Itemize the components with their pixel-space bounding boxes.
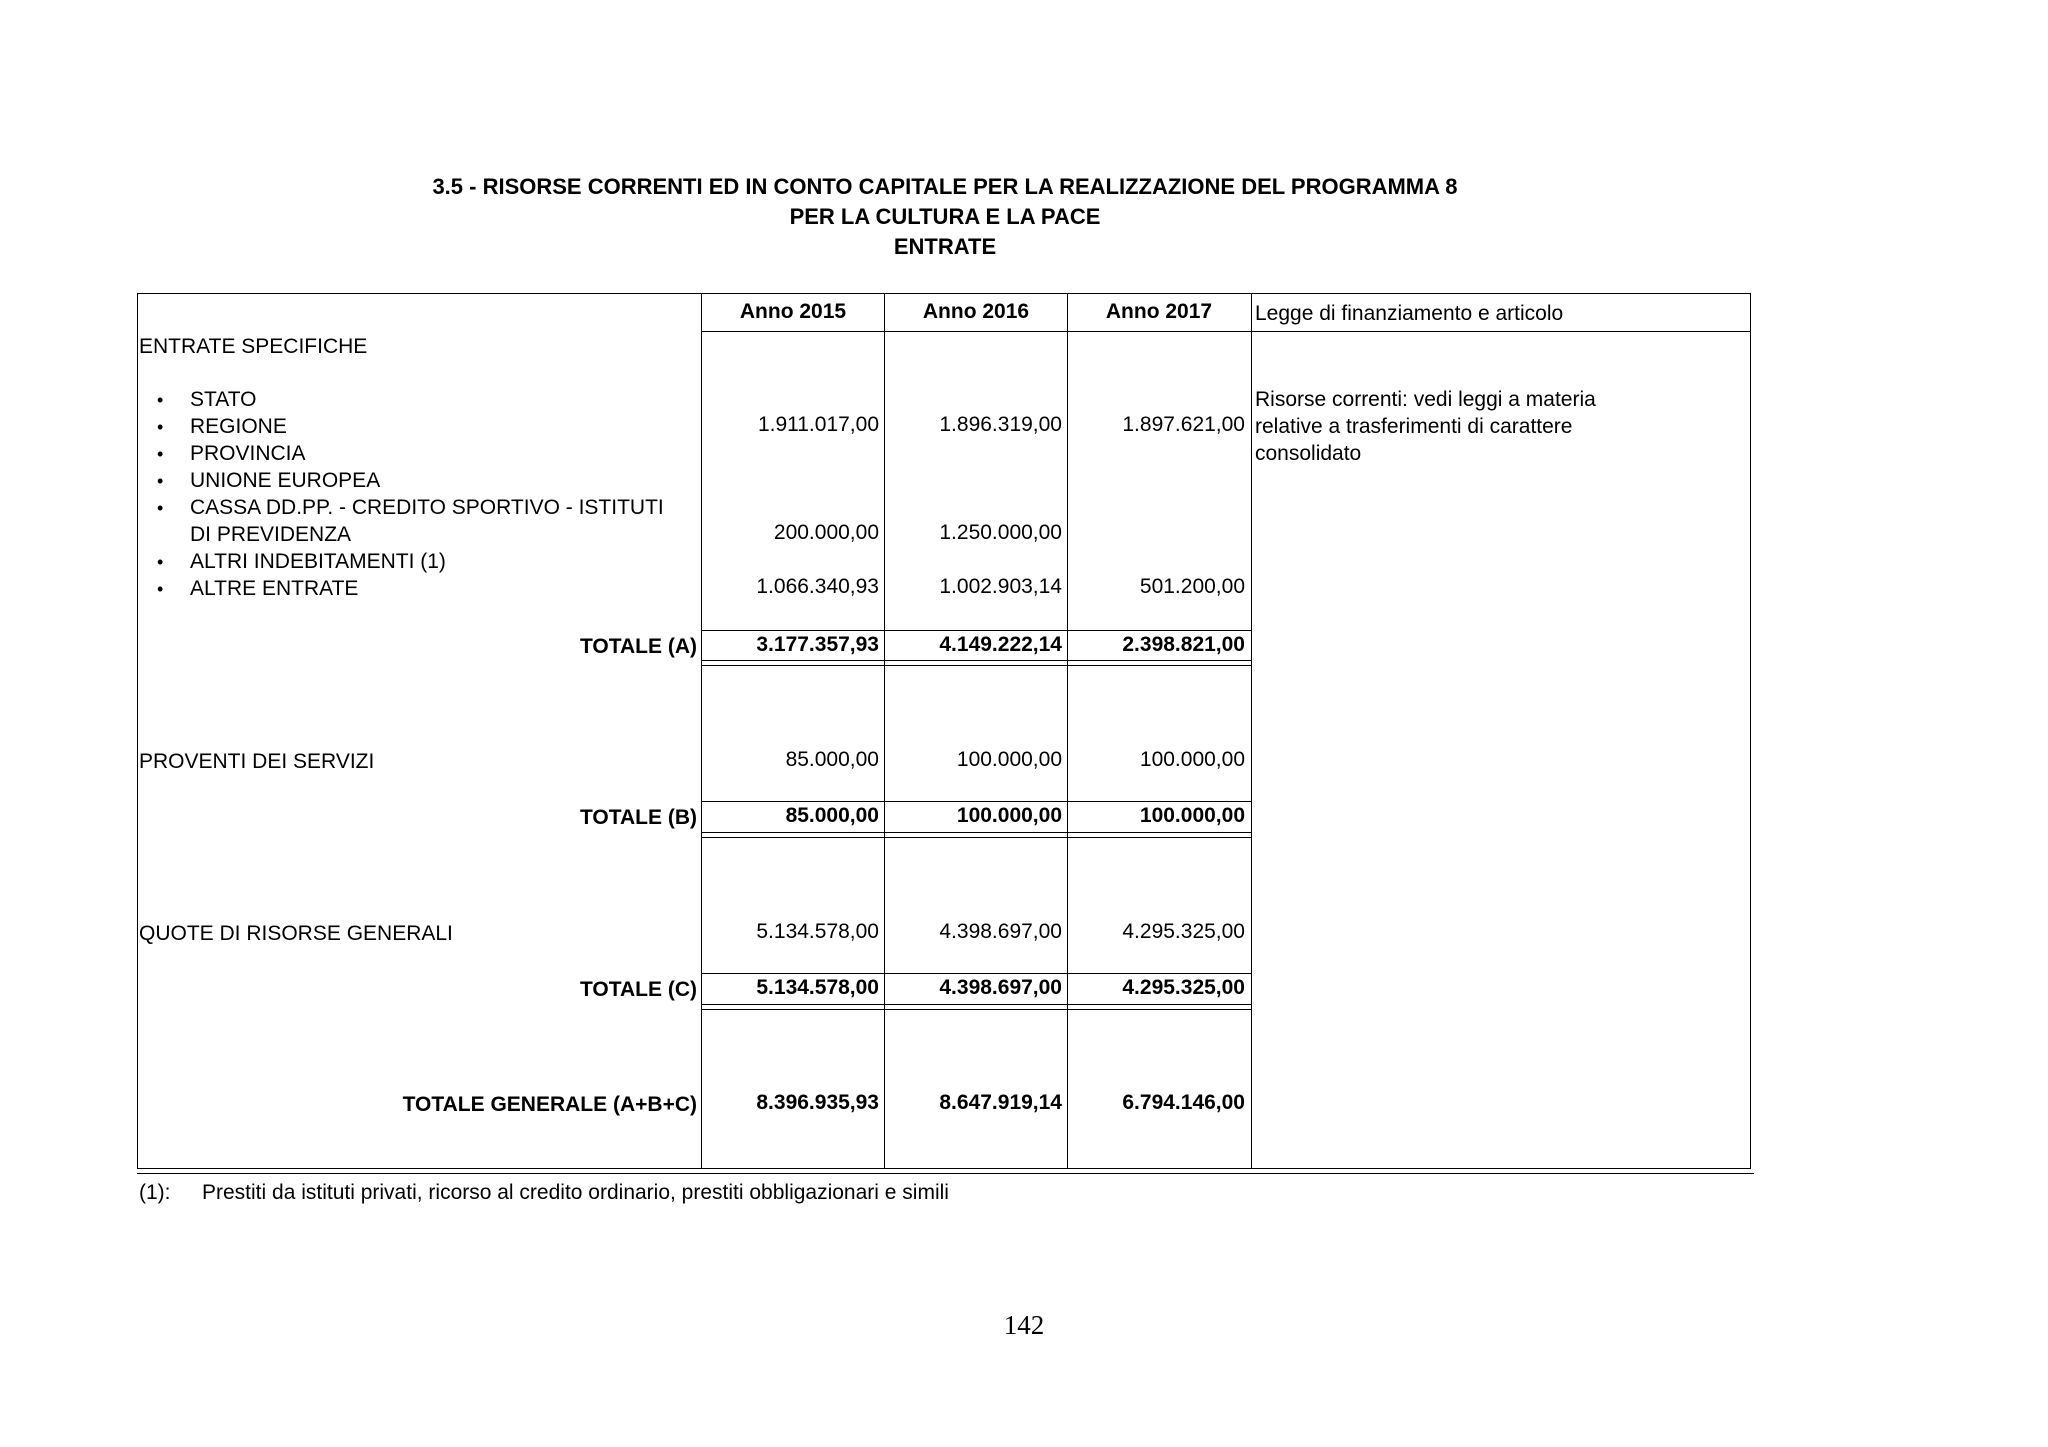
- totale-generale-2017: 6.794.146,00: [1122, 1091, 1245, 1114]
- totale-generale-2016: 8.647.919,14: [939, 1091, 1062, 1114]
- item-unione-europea: UNIONE EUROPEA: [190, 469, 381, 492]
- item-cassa-cont: DI PREVIDENZA: [190, 523, 352, 546]
- totale-a-top-rule: [701, 630, 1251, 631]
- header-anno-2016: Anno 2016: [922, 300, 1030, 323]
- quote-2017: 4.295.325,00: [1122, 920, 1245, 943]
- bullet-icon: •: [157, 390, 164, 410]
- totale-a-double-rule: [701, 660, 1251, 666]
- totale-b-2015: 85.000,00: [785, 804, 879, 827]
- item-cassa: CASSA DD.PP. - CREDITO SPORTIVO - ISTITUTI: [190, 496, 664, 519]
- col-divider-1: [701, 293, 702, 1169]
- legge-note-line-1: Risorse correnti: vedi leggi a materia: [1255, 388, 1596, 411]
- altre-2015: 1.066.340,93: [756, 575, 879, 598]
- totale-b-double-rule: [701, 832, 1251, 838]
- totale-a-2016: 4.149.222,14: [939, 633, 1062, 656]
- totale-c-2017: 4.295.325,00: [1122, 976, 1245, 999]
- totale-b-2017: 100.000,00: [1139, 804, 1245, 827]
- header-rule: [701, 331, 1751, 332]
- totale-b-2016: 100.000,00: [956, 804, 1062, 827]
- table-bottom-rule: [137, 1173, 1754, 1174]
- page-number: 142: [1003, 1310, 1045, 1340]
- item-stato: STATO: [190, 388, 257, 411]
- regione-2017: 1.897.621,00: [1122, 413, 1245, 436]
- totale-b-top-rule: [701, 801, 1251, 802]
- altre-2017: 501.200,00: [1139, 575, 1245, 598]
- bullet-icon: •: [157, 579, 164, 599]
- proventi-2016: 100.000,00: [956, 748, 1062, 771]
- col-divider-3: [1067, 293, 1068, 1169]
- footnote-text: Prestiti da istituti privati, ricorso al credito ordinario, prestiti obbligazionari e simili: [202, 1181, 949, 1204]
- header-anno-2015: Anno 2015: [739, 300, 847, 323]
- totale-generale-label: TOTALE GENERALE (A+B+C): [402, 1093, 697, 1116]
- bullet-icon: •: [157, 552, 164, 572]
- totale-c-2016: 4.398.697,00: [939, 976, 1062, 999]
- header-legge: Legge di finanziamento e articolo: [1255, 302, 1564, 325]
- legge-note-line-2: relative a trasferimenti di carattere: [1255, 415, 1573, 438]
- item-regione: REGIONE: [190, 415, 287, 438]
- totale-a-2015: 3.177.357,93: [756, 633, 879, 656]
- proventi-2015: 85.000,00: [785, 748, 879, 771]
- totale-c-top-rule: [701, 973, 1251, 974]
- quote-2016: 4.398.697,00: [939, 920, 1062, 943]
- bullet-icon: •: [157, 444, 164, 464]
- totale-a-2017: 2.398.821,00: [1122, 633, 1245, 656]
- regione-2015: 1.911.017,00: [757, 413, 879, 436]
- regione-2016: 1.896.319,00: [939, 413, 1062, 436]
- entrate-specifiche-label: ENTRATE SPECIFICHE: [139, 335, 368, 358]
- quote-risorse-label: QUOTE DI RISORSE GENERALI: [139, 922, 453, 945]
- title-line-3: ENTRATE: [893, 234, 997, 259]
- totale-generale-2015: 8.396.935,93: [756, 1091, 879, 1114]
- bullet-icon: •: [157, 498, 164, 518]
- header-anno-2017: Anno 2017: [1105, 300, 1213, 323]
- quote-2015: 5.134.578,00: [756, 920, 879, 943]
- col-divider-2: [884, 293, 885, 1169]
- footnote-mark: (1):: [139, 1181, 171, 1204]
- proventi-servizi-label: PROVENTI DEI SERVIZI: [139, 750, 375, 773]
- cassa-2015: 200.000,00: [773, 521, 879, 544]
- totale-c-double-rule: [701, 1004, 1251, 1010]
- title-line-2: PER LA CULTURA E LA PACE: [789, 204, 1101, 229]
- item-altri-indebitamenti: ALTRI INDEBITAMENTI (1): [190, 550, 446, 573]
- title-line-1: 3.5 - RISORSE CORRENTI ED IN CONTO CAPITALE PER LA REALIZZAZIONE DEL PROGRAMMA 8: [432, 174, 1458, 199]
- totale-b-label: TOTALE (B): [579, 806, 697, 829]
- col-divider-4: [1251, 293, 1252, 1169]
- totale-c-label: TOTALE (C): [579, 978, 697, 1001]
- bullet-icon: •: [157, 471, 164, 491]
- cassa-2016: 1.250.000,00: [939, 521, 1062, 544]
- legge-note-line-3: consolidato: [1255, 442, 1362, 465]
- altre-2016: 1.002.903,14: [939, 575, 1062, 598]
- totale-c-2015: 5.134.578,00: [756, 976, 879, 999]
- bullet-icon: •: [157, 417, 164, 437]
- item-provincia: PROVINCIA: [190, 442, 306, 465]
- item-altre-entrate: ALTRE ENTRATE: [190, 577, 359, 600]
- totale-a-label: TOTALE (A): [579, 635, 697, 658]
- proventi-2017: 100.000,00: [1139, 748, 1245, 771]
